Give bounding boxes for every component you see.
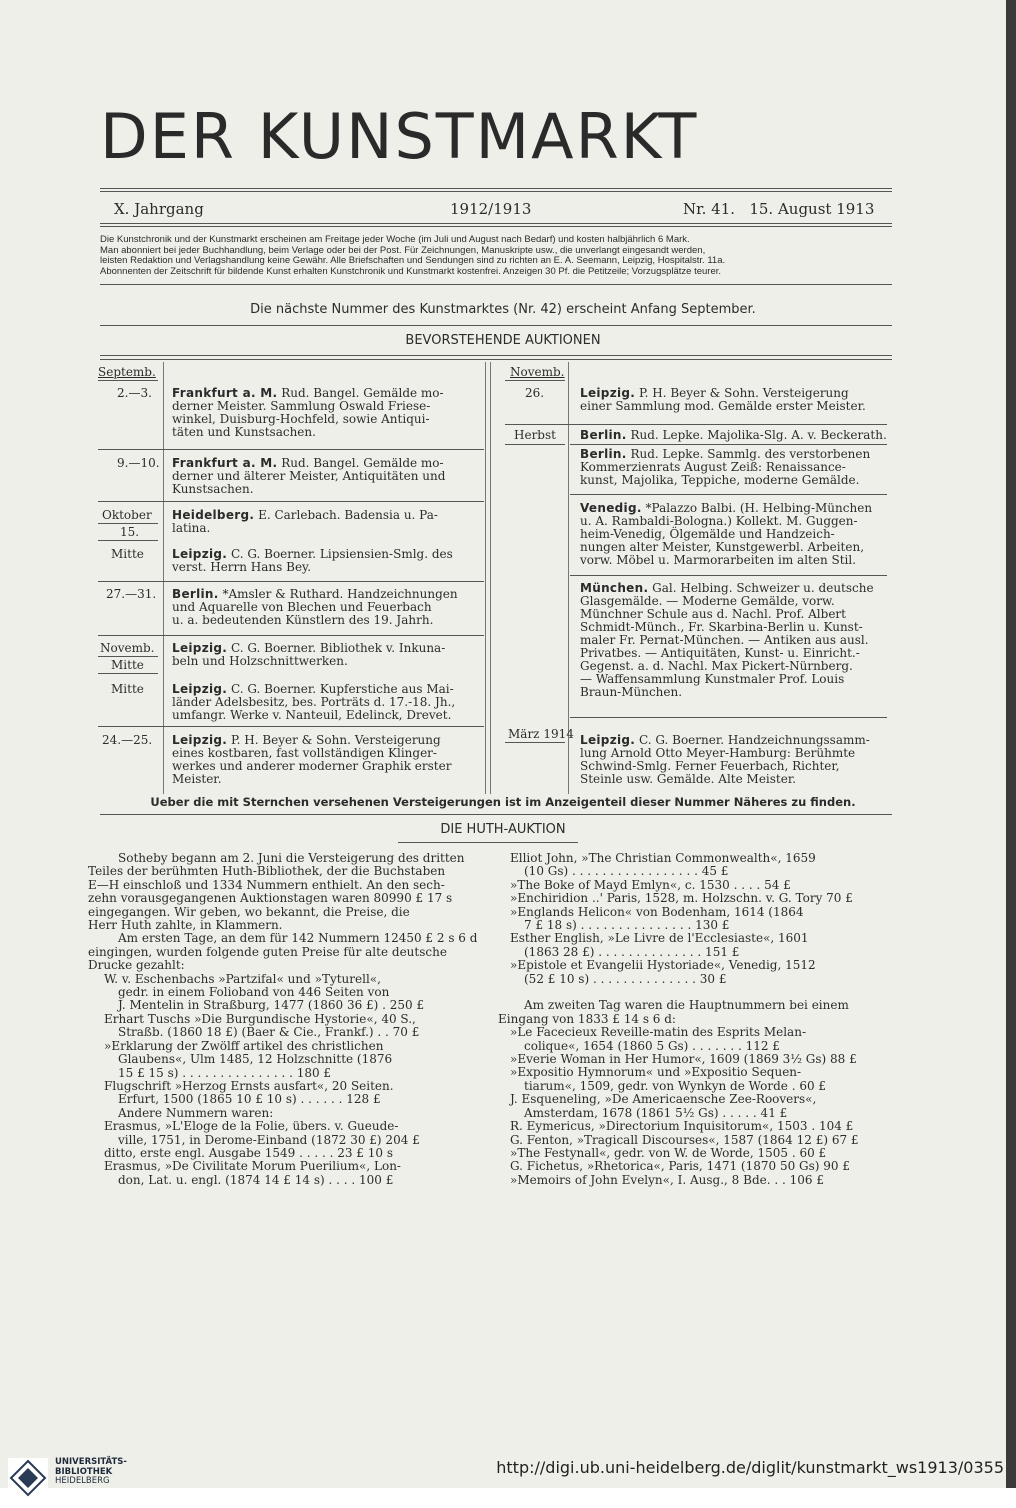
auction-line: derner Meister. Sammlung Oswald Friese- — [172, 399, 431, 413]
huth-line: »Erklarung der Zwölff artikel des christlichen — [104, 1038, 384, 1053]
auction-line: Schwind-Smlg. Ferner Feuerbach, Richter, — [580, 759, 840, 773]
masthead-volume: X. Jahrgang — [114, 200, 204, 218]
library-name-line: BIBLIOTHEK — [55, 1466, 113, 1477]
month-label: Novemb. — [510, 365, 565, 379]
huth-line: Am zweiten Tag waren die Hauptnummern bei einem — [524, 998, 849, 1013]
label-rule — [505, 380, 565, 381]
auction-line: *Amsler & Ruthard. Handzeichnungen — [222, 587, 458, 601]
auction-line: Schmidt-Münch., Fr. Skarbina-Berlin u. Kunst- — [580, 620, 863, 634]
auction-line: heim-Venedig, Ölgemälde und Handzeich- — [580, 527, 835, 541]
auctions-footnote: Ueber die mit Sternchen versehenen Versteigerungen ist im Anzeigenteil dieser Nummer Näheres zu finden. — [150, 795, 856, 809]
date-label: 2.—3. — [117, 386, 152, 400]
huth-line: Esther English, »Le Livre de l'Ecclesiaste«, 1601 — [510, 931, 809, 946]
footnote-rule — [100, 814, 892, 815]
auction-line: und Aquarelle von Blechen und Feuerbach — [172, 600, 432, 614]
huth-line: Amsterdam, 1678 (1861 5½ Gs) . . . . . 41 £ — [524, 1105, 788, 1120]
auction-city: Frankfurt a. M. — [172, 456, 278, 470]
huth-line: J. Mentelin in Straßburg, 1477 (1860 36 £) . 250 £ — [118, 998, 425, 1013]
date-label: 15. — [120, 525, 140, 539]
date-label: Mitte — [111, 658, 144, 672]
auction-table-divider — [490, 362, 491, 794]
auctions-heading: BEVORSTEHENDE AUKTIONEN — [405, 333, 601, 348]
huth-line: eingingen, wurden folgende guten Preise für alte deutsche — [88, 944, 447, 959]
auction-city: Leipzig. — [172, 733, 228, 747]
auction-line: P. H. Beyer & Sohn. Versteigerung — [638, 386, 849, 400]
auction-line: P. H. Beyer & Sohn. Versteigerung — [230, 733, 441, 747]
huth-line: Flugschrift »Herzog Ernsts ausfart«, 20 Seiten. — [104, 1078, 394, 1093]
label-rule — [98, 380, 158, 381]
notice-line: Die Kunstchronik und der Kunstmarkt erscheinen am Freitage jeder Woche (im Juli und August nach Bedarf) und kosten halbjährlich 6 Mark. — [100, 234, 690, 245]
masthead-year: 1912/1913 — [450, 200, 532, 218]
month-label: Oktober — [102, 508, 152, 522]
auction-entry — [172, 457, 477, 496]
auction-line: maler Fr. Pernat-München. — Antiken aus ausl. — [580, 633, 869, 647]
huth-line: G. Fichetus, »Rhetorica«, Paris, 1471 (1870 50 Gs) 90 £ — [510, 1159, 850, 1174]
month-label: Novemb. — [100, 641, 155, 655]
auction-city: Leipzig. — [580, 386, 636, 400]
date-label: 24.—25. — [102, 733, 153, 747]
row-rule — [570, 494, 887, 495]
masthead-rule-top-2 — [100, 191, 892, 192]
huth-line: E—H einschloß und 1334 Nummern enthielt. An den sech- — [88, 877, 445, 892]
auction-line: C. G. Boerner. Lipsiensien-Smlg. des — [230, 547, 453, 561]
huth-line: »Enchiridion ..' Paris, 1528, m. Holzschn. v. G. Tory 70 £ — [510, 891, 853, 906]
auction-line: verst. Herrn Hans Bey. — [172, 560, 312, 574]
auction-line: eines kostbaren, fast vollständigen Klinger- — [172, 746, 437, 760]
masthead-rule-bottom — [100, 223, 892, 224]
huth-line: colique«, 1654 (1860 5 Gs) . . . . . . . 112 £ — [524, 1038, 780, 1053]
notice-line: leisten Redaktion und Verlagshandlung keine Gewähr. Alle Briefschaften und Sendungen sind zu richten an E. A. Seemann, Leipzig, Hospitalstr. 11a. — [100, 255, 726, 267]
next-issue-rule — [100, 325, 892, 326]
auction-city: München. — [580, 581, 649, 595]
date-label: Mitte — [111, 682, 144, 696]
label-rule — [98, 656, 158, 657]
auction-line: Glasgemälde. — Moderne Gemälde, vorw. — [580, 594, 835, 608]
date-label: 26. — [525, 386, 545, 400]
huth-line: W. v. Eschenbachs »Partzifal« und »Tyturell«, — [104, 971, 381, 986]
auction-line: nungen alter Meister, Kunstgewerbl. Arbeiten, — [580, 540, 865, 554]
auction-line: derner und älterer Meister, Antiquitäten und — [172, 469, 446, 483]
huth-line: don, Lat. u. engl. (1874 14 £ 14 s) . . . . 100 £ — [118, 1172, 394, 1187]
auction-line: latina. — [172, 521, 211, 535]
auction-line: länder Adelsbesitz, bes. Porträts d. 17.-18. Jh., — [172, 695, 456, 709]
row-rule — [570, 575, 887, 576]
auction-city: Leipzig. — [172, 682, 228, 696]
auction-line: kunst, Majolika, Teppiche, moderne Gemälde. — [580, 473, 860, 487]
auction-line: — Waffensammlung Kunstmaler Prof. Louis — [580, 672, 845, 686]
auction-entry — [580, 448, 885, 487]
auction-line: Rud. Lepke. Majolika-Slg. A. v. Beckerath. — [630, 428, 887, 442]
auction-line: E. Carlebach. Badensia u. Pa- — [258, 508, 438, 522]
row-rule — [98, 449, 484, 450]
masthead-title: DER KUNSTMARKT — [100, 100, 699, 173]
auction-line: umfangr. Werke v. Nanteuil, Edelinck, Drevet. — [172, 708, 452, 722]
auction-entry — [172, 642, 477, 668]
huth-left-column — [88, 852, 486, 1187]
auction-table-divider — [485, 362, 486, 794]
auction-line: Kommerzienrats August Zeiß: Renaissance- — [580, 460, 846, 474]
auction-line: u. A. Rambaldi-Bologna.) Kollekt. M. Guggen- — [580, 514, 858, 528]
publication-notice — [100, 235, 892, 277]
huth-line: »Expositio Hymnorum« und »Expositio Sequen- — [510, 1065, 802, 1080]
auction-line: beln und Holzschnittwerken. — [172, 654, 348, 668]
auction-city: Heidelberg. — [172, 508, 255, 522]
auction-city: Venedig. — [580, 501, 642, 515]
huth-line: »Memoirs of John Evelyn«, I. Ausg., 8 Bde. . . 106 £ — [510, 1172, 824, 1187]
huth-line: Erhart Tuschs »Die Burgundische Hystorie«, 40 S., — [104, 1011, 416, 1026]
row-rule — [98, 501, 484, 502]
auction-entry — [580, 387, 885, 413]
footer-bar — [0, 1488, 1016, 1508]
auctions-rule — [100, 355, 892, 356]
auction-entry — [172, 509, 477, 535]
huth-line: Andere Nummern waren: — [118, 1105, 274, 1120]
auction-line: vorw. Möbel u. Marmorarbeiten im alten Stil. — [580, 553, 857, 567]
auction-line: Rud. Bangel. Gemälde mo- — [281, 456, 444, 470]
auction-line: Privatbes. — Antiquitäten, Kunst- u. Einricht.- — [580, 646, 860, 660]
masthead-rule-bottom-2 — [100, 226, 892, 227]
huth-line: (52 £ 10 s) . . . . . . . . . . . . . . 30 £ — [524, 971, 727, 986]
next-issue-notice: Die nächste Nummer des Kunstmarktes (Nr. 42) erscheint Anfang September. — [250, 302, 756, 317]
huth-line: G. Fenton, »Tragicall Discourses«, 1587 (1864 12 £) 67 £ — [510, 1132, 859, 1147]
huth-line: »Everie Woman in Her Humor«, 1609 (1869 3½ Gs) 88 £ — [510, 1052, 857, 1067]
auction-line: täten und Kunstsachen. — [172, 425, 316, 439]
auction-line: winkel, Duisburg-Hochfeld, sowie Antiqui- — [172, 412, 430, 426]
auction-line: einer Sammlung mod. Gemälde erster Meister. — [580, 399, 866, 413]
huth-line: Herr Huth zahlte, in Klammern. — [88, 918, 283, 933]
auction-line: Münchner Schule aus d. Nachl. Prof. Albert — [580, 607, 846, 621]
auction-city: Frankfurt a. M. — [172, 386, 278, 400]
auction-line: Gal. Helbing. Schweizer u. deutsche — [652, 581, 874, 595]
huth-line: ditto, erste engl. Ausgabe 1549 . . . . . 23 £ 10 s — [104, 1145, 393, 1160]
auction-line: Meister. — [172, 772, 222, 786]
auction-entry — [580, 502, 885, 567]
huth-line: Elliot John, »The Christian Commonwealth«, 1659 — [510, 851, 816, 865]
huth-line: 15 £ 15 s) . . . . . . . . . . . . . . . 180 £ — [118, 1065, 332, 1080]
page-edge-shadow — [1006, 0, 1016, 1488]
source-url[interactable]: http://digi.ub.uni-heidelberg.de/diglit/kunstmarkt_ws1913/0355 — [496, 1458, 1004, 1477]
auction-city: Berlin. — [580, 447, 627, 461]
auction-line: u. a. bedeutenden Künstlern des 19. Jahrh. — [172, 613, 434, 627]
huth-line: »Englands Helicon« von Bodenham, 1614 (1864 — [510, 904, 804, 919]
huth-line: Drucke gezahlt: — [88, 958, 185, 973]
library-name-line: UNIVERSITÄTS- — [55, 1457, 127, 1467]
label-rule — [505, 742, 565, 743]
label-rule — [98, 523, 158, 524]
auction-entry — [172, 683, 477, 722]
auction-table-divider — [163, 362, 164, 794]
huth-line: Eingang von 1833 £ 14 s 6 d: — [498, 1011, 676, 1026]
auction-entry — [172, 588, 477, 627]
auction-city: Berlin. — [172, 587, 219, 601]
auction-line: werkes und anderer moderner Graphik erster — [172, 759, 452, 773]
auction-line: Braun-München. — [580, 685, 683, 699]
auction-line: Gegenst. a. d. Nachl. Max Pickert-Nürnberg. — [580, 659, 853, 673]
auction-line: Kunstsachen. — [172, 482, 254, 496]
auction-line: Rud. Lepke. Sammlg. des verstorbenen — [630, 447, 871, 461]
row-rule — [570, 717, 887, 718]
row-rule — [98, 581, 484, 582]
auction-entry — [172, 387, 477, 439]
auction-entry — [172, 548, 477, 574]
huth-spacer — [498, 986, 898, 999]
huth-line: Glaubens«, Ulm 1485, 12 Holzschnitte (1876 — [118, 1052, 393, 1067]
notice-line: Abonnenten der Zeitschrift für bildende Kunst erhalten Kunstchronik und Kunstmarkt kostenfrei. Anzeigen 30 Pf. die Petitzeile; Vorzugsplätze teurer. — [100, 265, 722, 277]
huth-line: (10 Gs) . . . . . . . . . . . . . . . . . 45 £ — [524, 864, 729, 879]
auction-city: Leipzig. — [580, 733, 636, 747]
auction-line: C. G. Boerner. Kupferstiche aus Mai- — [230, 682, 454, 696]
masthead-issue: Nr. 41. 15. August 1913 — [683, 200, 875, 218]
library-name-line: HEIDELBERG — [55, 1476, 110, 1486]
auction-city: Leipzig. — [172, 641, 228, 655]
row-rule — [98, 635, 484, 636]
row-rule — [505, 424, 887, 425]
auction-city: Leipzig. — [172, 547, 228, 561]
auction-line: C. G. Boerner. Bibliothek v. Inkuna- — [230, 641, 446, 655]
huth-line: 7 £ 18 s) . . . . . . . . . . . . . . . 130 £ — [524, 918, 730, 933]
huth-line: tiarum«, 1509, gedr. von Wynkyn de Worde . 60 £ — [524, 1078, 827, 1093]
huth-heading: DIE HUTH-AUKTION — [440, 822, 566, 837]
huth-right-column — [498, 852, 898, 1187]
date-label: 27.—31. — [106, 587, 157, 601]
label-rule — [98, 673, 158, 674]
notice-line: Man abonniert bei jeder Buchhandlung, beim Verlage oder bei der Post. Für Zeichnungen, Manuskripte usw., die unverlangt eingesandt werden, — [100, 244, 706, 256]
huth-line: »Epistole et Evangelii Hystoriade«, Venedig, 1512 — [510, 958, 816, 973]
huth-line: Straßb. (1860 18 £) (Baer & Cie., Frankf.) . . 70 £ — [118, 1025, 420, 1040]
huth-line: Sotheby begann am 2. Juni die Versteigerung des dritten — [118, 851, 465, 865]
huth-heading-rule — [398, 842, 578, 843]
date-label: Mitte — [111, 547, 144, 561]
auction-line: Rud. Bangel. Gemälde mo- — [281, 386, 444, 400]
huth-line: »The Boke of Mayd Emlyn«, c. 1530 . . . . 54 £ — [510, 877, 791, 892]
library-name — [55, 1458, 127, 1487]
huth-line: (1863 28 £) . . . . . . . . . . . . . . 151 £ — [524, 944, 740, 959]
huth-line: eingegangen. Wir geben, wo bekannt, die Preise, die — [88, 904, 410, 919]
auction-line: lung Arnold Otto Meyer-Hamburg: Berühmte — [580, 746, 856, 760]
date-label: Herbst — [514, 428, 556, 442]
huth-line: zehn vorausgegangenen Auktionstagen waren 80990 £ 17 s — [88, 891, 453, 906]
auction-entry — [580, 582, 885, 699]
auction-line: Steinle usw. Gemälde. Alte Meister. — [580, 772, 797, 786]
huth-line: ville, 1751, in Derome-Einband (1872 30 £) 204 £ — [118, 1132, 420, 1147]
date-label: 9.—10. — [117, 456, 160, 470]
huth-line: »The Festynall«, gedr. von W. de Worde, 1505 . 60 £ — [510, 1145, 827, 1160]
date-label: März 1914 — [508, 727, 574, 741]
masthead-rule-top — [100, 188, 892, 189]
huth-line: »Le Facecieux Reveille-matin des Esprits Melan- — [510, 1025, 806, 1040]
huth-line: gedr. in einem Folioband von 446 Seiten von — [118, 985, 390, 1000]
huth-line: R. Eymericus, »Directorium Inquisitorum«, 1503 . 104 £ — [510, 1119, 854, 1134]
auction-entry — [580, 734, 885, 786]
huth-line: Erasmus, »L'Eloge de la Folie, übers. v. Gueude- — [104, 1119, 399, 1134]
row-rule — [98, 726, 484, 727]
huth-line: Am ersten Tage, an dem für 142 Nummern 12450 £ 2 s 6 d — [118, 931, 478, 946]
huth-line: J. Esqueneling, »De Americaensche Zee-Roovers«, — [510, 1092, 817, 1107]
month-label: Septemb. — [98, 365, 156, 379]
huth-line: Erasmus, »De Civilitate Morum Puerilium«, Lon- — [104, 1159, 401, 1174]
huth-line: Teiles der berühmten Huth-Bibliothek, der die Buchstaben — [88, 864, 446, 879]
auctions-rule-2 — [100, 359, 892, 360]
auction-line: C. G. Boerner. Handzeichnungssamm- — [638, 733, 870, 747]
auction-line: *Palazzo Balbi. (H. Helbing-München — [645, 501, 873, 515]
library-logo-icon — [8, 1458, 48, 1498]
label-rule — [98, 540, 158, 541]
huth-line: Erfurt, 1500 (1865 10 £ 10 s) . . . . . . 128 £ — [118, 1092, 381, 1107]
auction-entry — [580, 429, 885, 442]
auction-entry — [172, 734, 477, 786]
auction-city: Berlin. — [580, 428, 627, 442]
row-rule — [570, 444, 887, 445]
label-rule — [505, 444, 565, 445]
notice-rule — [100, 284, 892, 285]
